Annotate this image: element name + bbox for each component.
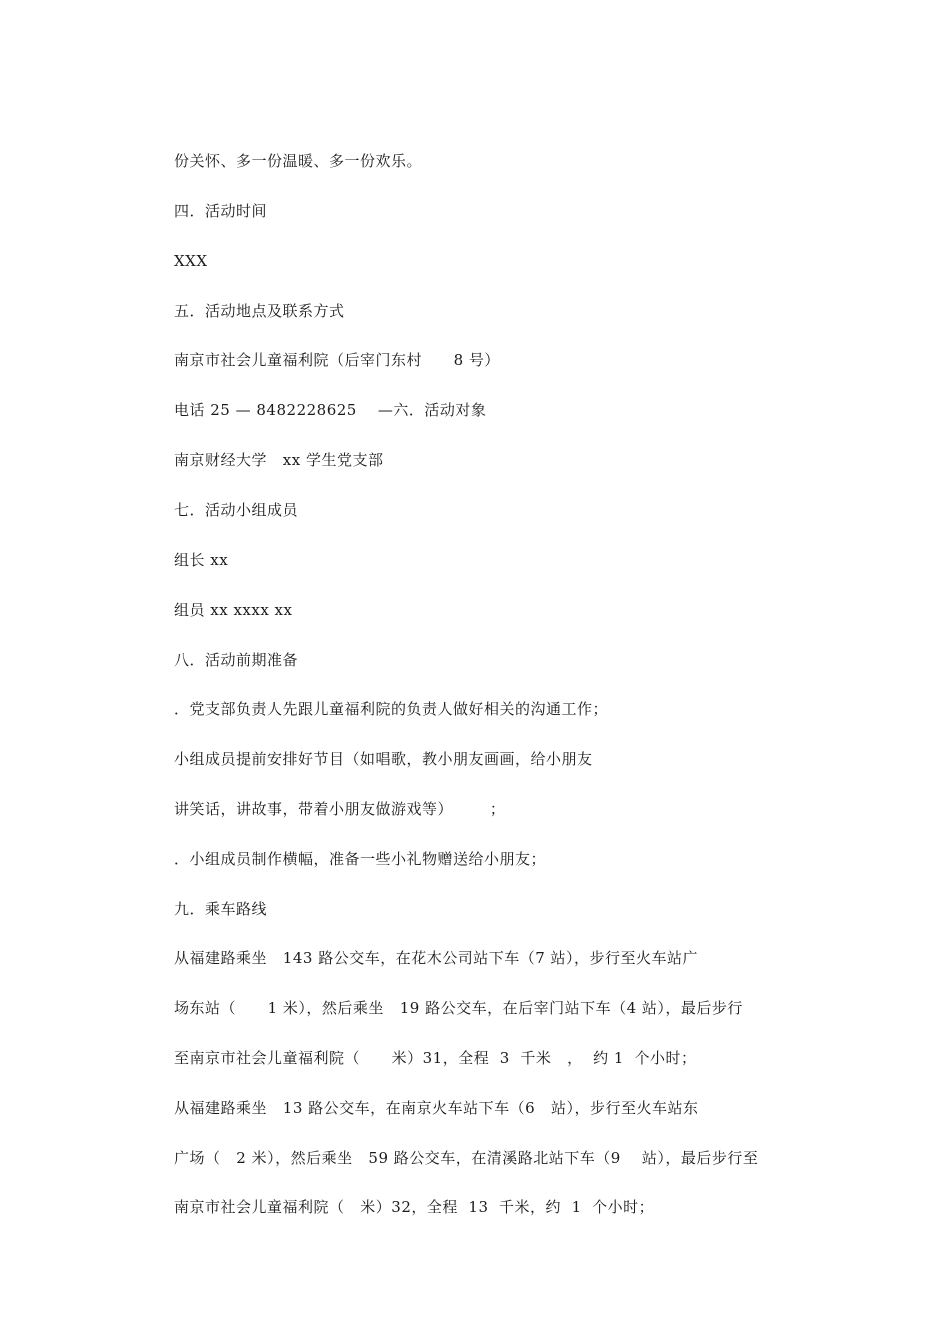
section-heading-bus-route: 九．乘车路线 [174, 900, 268, 918]
text-line: 场东站（ 1 米），然后乘坐 19 路公交车，在后宰门站下车（4 站），最后步行 [174, 999, 743, 1017]
text-line: 电话 25 — 8482228625 —六．活动对象 [174, 401, 487, 419]
text-line: 从福建路乘坐 143 路公交车，在花木公司站下车（7 站），步行至火车站广 [174, 949, 699, 967]
text-line: 组长 xx [174, 551, 229, 569]
text-line: 南京市社会儿童福利院（后宰门东村 8 号） [174, 351, 500, 369]
section-heading-team-members: 七．活动小组成员 [174, 501, 299, 519]
text-line: 组员 xx xxxx xx [174, 601, 293, 619]
text-line: XXX [174, 252, 208, 270]
text-line: 南京市社会儿童福利院（ 米）32，全程 13 千米，约 1 个小时； [174, 1198, 655, 1216]
text-line: 南京财经大学 xx 学生党支部 [174, 451, 384, 469]
text-line: ．小组成员制作横幅，准备一些小礼物赠送给小朋友； [174, 850, 547, 868]
text-line: 小组成员提前安排好节目（如唱歌，教小朋友画画，给小朋友 [174, 750, 593, 768]
text-line: ．党支部负责人先跟儿童福利院的负责人做好相关的沟通工作； [174, 700, 609, 718]
section-heading-location-contact: 五．活动地点及联系方式 [174, 302, 345, 320]
text-line: 从福建路乘坐 13 路公交车，在南京火车站下车（6 站），步行至火车站东 [174, 1099, 699, 1117]
section-heading-preparation: 八．活动前期准备 [174, 651, 299, 669]
section-heading-activity-time: 四．活动时间 [174, 202, 268, 220]
text-line: 广场（ 2 米），然后乘坐 59 路公交车，在清溪路北站下车（9 站），最后步行至 [174, 1149, 759, 1167]
text-line: 份关怀、多一份温暖、多一份欢乐。 [174, 152, 423, 170]
text-line: 讲笑话，讲故事，带着小朋友做游戏等） ； [174, 800, 506, 818]
text-line: 至南京市社会儿童福利院（ 米）31，全程 3 千米 ， 约 1 个小时； [174, 1049, 697, 1067]
